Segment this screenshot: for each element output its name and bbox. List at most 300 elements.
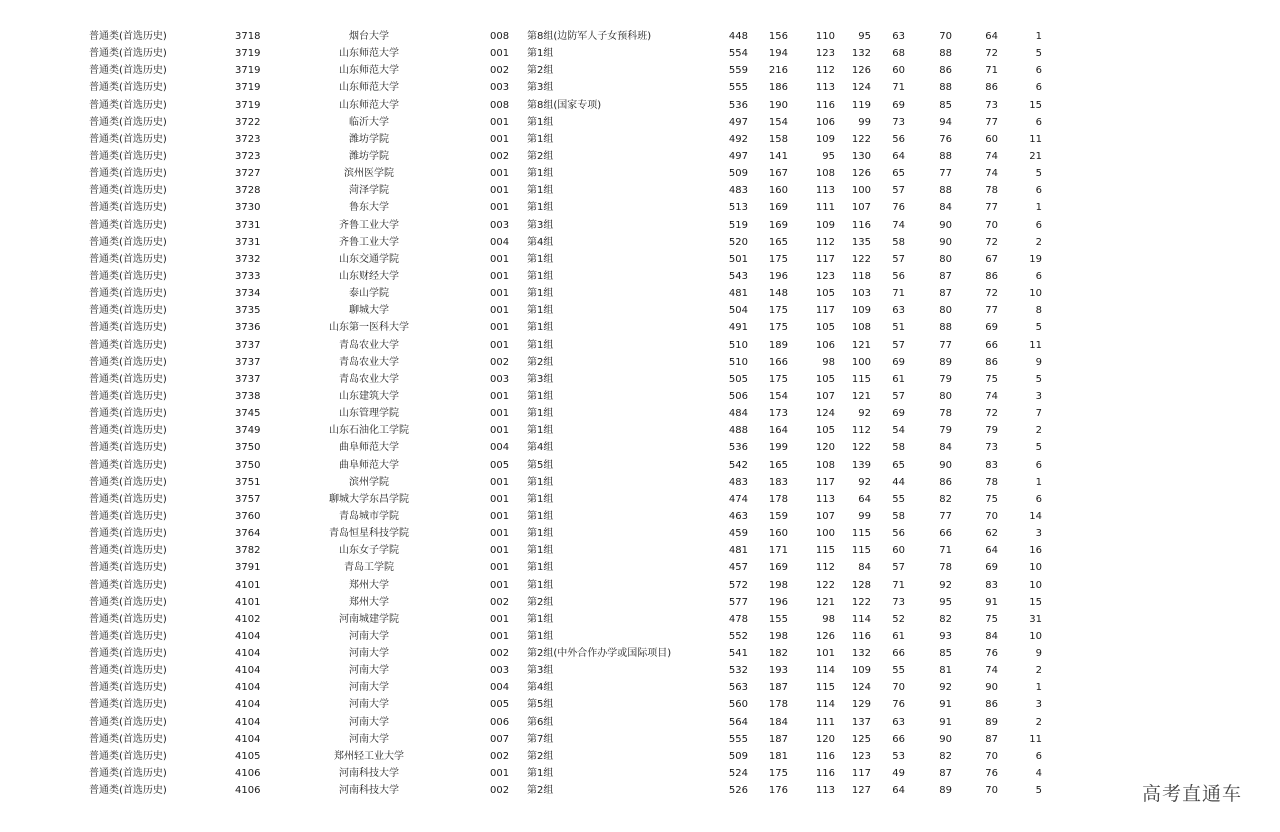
- table-row: [0, 491, 1280, 508]
- group-code-cell: 002: [490, 65, 510, 77]
- score-col-2-cell: 216: [768, 65, 788, 77]
- score-col-5-cell: 64: [892, 150, 905, 162]
- school-code-cell: 4104: [235, 699, 261, 711]
- school-code-cell: 3731: [235, 236, 261, 248]
- score-col-3-cell: 126: [815, 630, 835, 642]
- group-code-cell: 001: [490, 562, 510, 574]
- score-col-3-cell: 108: [815, 459, 835, 471]
- table-row: [0, 542, 1280, 559]
- total-score-cell: 504: [728, 305, 748, 317]
- score-col-7-cell: 60: [985, 133, 998, 145]
- score-col-3-cell: 117: [815, 253, 835, 265]
- total-score-cell: 483: [728, 185, 748, 197]
- total-score-cell: 510: [728, 356, 748, 368]
- school-code-cell: 3751: [235, 476, 261, 488]
- table-row: [0, 199, 1280, 216]
- score-col-6-cell: 82: [939, 493, 952, 505]
- score-col-5-cell: 56: [892, 133, 905, 145]
- score-col-2-cell: 189: [768, 339, 788, 351]
- score-col-4-cell: 130: [851, 150, 871, 162]
- group-code-cell: 005: [490, 459, 510, 471]
- total-score-cell: 501: [728, 253, 748, 265]
- table-row: [0, 457, 1280, 474]
- table-row: [0, 45, 1280, 62]
- score-col-7-cell: 74: [985, 150, 998, 162]
- score-col-3-cell: 116: [815, 99, 835, 111]
- score-col-5-cell: 65: [892, 459, 905, 471]
- category-cell: 普通类(首选历史): [89, 31, 167, 42]
- school-name-cell: 河南大学: [349, 630, 389, 642]
- score-col-7-cell: 71: [985, 65, 998, 77]
- score-col-5-cell: 76: [892, 699, 905, 711]
- group-name-cell: 第3组: [527, 82, 554, 94]
- score-col-8-cell: 10: [1029, 562, 1042, 574]
- score-col-8-cell: 5: [1035, 168, 1042, 180]
- score-col-4-cell: 116: [851, 219, 871, 231]
- score-col-5-cell: 63: [892, 31, 905, 42]
- score-col-8-cell: 4: [1035, 768, 1042, 780]
- score-col-3-cell: 115: [815, 545, 835, 557]
- score-col-3-cell: 117: [815, 305, 835, 317]
- table-row: [0, 748, 1280, 765]
- group-code-cell: 001: [490, 768, 510, 780]
- score-col-8-cell: 2: [1035, 425, 1042, 437]
- category-cell: 普通类(首选历史): [89, 425, 167, 437]
- table-row: [0, 131, 1280, 148]
- score-col-8-cell: 5: [1035, 442, 1042, 454]
- school-code-cell: 3757: [235, 493, 261, 505]
- group-code-cell: 001: [490, 133, 510, 145]
- total-score-cell: 483: [728, 476, 748, 488]
- category-cell: 普通类(首选历史): [89, 236, 167, 248]
- group-code-cell: 001: [490, 476, 510, 488]
- group-name-cell: 第1组: [527, 630, 554, 642]
- school-name-cell: 齐鲁工业大学: [339, 219, 399, 231]
- total-score-cell: 510: [728, 339, 748, 351]
- score-col-2-cell: 199: [768, 442, 788, 454]
- score-col-8-cell: 15: [1029, 596, 1042, 608]
- total-score-cell: 488: [728, 425, 748, 437]
- score-col-4-cell: 99: [858, 510, 871, 522]
- school-name-cell: 曲阜师范大学: [339, 459, 399, 471]
- score-col-5-cell: 58: [892, 236, 905, 248]
- school-name-cell: 河南大学: [349, 648, 389, 660]
- score-col-7-cell: 69: [985, 322, 998, 334]
- table-row: [0, 525, 1280, 542]
- table-row: [0, 354, 1280, 371]
- category-cell: 普通类(首选历史): [89, 65, 167, 77]
- score-col-3-cell: 124: [815, 408, 835, 420]
- score-col-5-cell: 71: [892, 288, 905, 300]
- score-col-5-cell: 66: [892, 733, 905, 745]
- score-col-2-cell: 155: [768, 613, 788, 625]
- school-code-cell: 3737: [235, 356, 261, 368]
- group-name-cell: 第1组: [527, 528, 554, 540]
- score-col-5-cell: 49: [892, 768, 905, 780]
- school-name-cell: 山东师范大学: [339, 99, 399, 111]
- school-code-cell: 3750: [235, 442, 261, 454]
- score-col-3-cell: 111: [815, 202, 835, 214]
- score-col-4-cell: 108: [851, 322, 871, 334]
- group-name-cell: 第2组: [527, 65, 554, 77]
- school-name-cell: 河南大学: [349, 716, 389, 728]
- score-col-2-cell: 198: [768, 579, 788, 591]
- score-col-8-cell: 5: [1035, 322, 1042, 334]
- school-code-cell: 3782: [235, 545, 261, 557]
- score-col-6-cell: 71: [939, 545, 952, 557]
- group-code-cell: 001: [490, 545, 510, 557]
- group-name-cell: 第1组: [527, 425, 554, 437]
- score-col-3-cell: 107: [815, 510, 835, 522]
- group-code-cell: 001: [490, 493, 510, 505]
- score-col-3-cell: 123: [815, 270, 835, 282]
- score-col-6-cell: 80: [939, 305, 952, 317]
- score-col-5-cell: 57: [892, 253, 905, 265]
- score-col-7-cell: 77: [985, 202, 998, 214]
- score-col-3-cell: 109: [815, 219, 835, 231]
- table-row: [0, 388, 1280, 405]
- score-col-5-cell: 65: [892, 168, 905, 180]
- score-col-3-cell: 108: [815, 168, 835, 180]
- school-name-cell: 潍坊学院: [349, 150, 389, 162]
- school-name-cell: 滨州医学院: [344, 168, 394, 180]
- table-row: [0, 319, 1280, 336]
- school-name-cell: 鲁东大学: [349, 202, 389, 214]
- category-cell: 普通类(首选历史): [89, 373, 167, 385]
- score-col-7-cell: 91: [985, 596, 998, 608]
- score-col-4-cell: 132: [851, 48, 871, 60]
- score-col-7-cell: 70: [985, 785, 998, 797]
- score-col-2-cell: 171: [768, 545, 788, 557]
- score-col-6-cell: 86: [939, 65, 952, 77]
- table-row: [0, 474, 1280, 491]
- category-cell: 普通类(首选历史): [89, 613, 167, 625]
- score-col-5-cell: 44: [892, 476, 905, 488]
- total-score-cell: 524: [728, 768, 748, 780]
- score-col-2-cell: 159: [768, 510, 788, 522]
- score-col-7-cell: 74: [985, 168, 998, 180]
- table-row: [0, 405, 1280, 422]
- table-row: [0, 594, 1280, 611]
- score-col-4-cell: 122: [851, 596, 871, 608]
- group-name-cell: 第1组: [527, 476, 554, 488]
- score-col-8-cell: 6: [1035, 219, 1042, 231]
- group-name-cell: 第1组: [527, 510, 554, 522]
- score-col-7-cell: 72: [985, 236, 998, 248]
- score-col-6-cell: 85: [939, 648, 952, 660]
- score-col-4-cell: 107: [851, 202, 871, 214]
- score-col-6-cell: 77: [939, 168, 952, 180]
- score-col-5-cell: 71: [892, 579, 905, 591]
- table-row: [0, 731, 1280, 748]
- score-col-6-cell: 87: [939, 288, 952, 300]
- score-col-4-cell: 109: [851, 665, 871, 677]
- score-col-6-cell: 66: [939, 528, 952, 540]
- school-code-cell: 3723: [235, 150, 261, 162]
- score-col-2-cell: 175: [768, 373, 788, 385]
- score-col-8-cell: 15: [1029, 99, 1042, 111]
- score-col-7-cell: 72: [985, 48, 998, 60]
- total-score-cell: 532: [728, 665, 748, 677]
- score-col-4-cell: 123: [851, 750, 871, 762]
- score-col-4-cell: 115: [851, 528, 871, 540]
- score-col-7-cell: 75: [985, 493, 998, 505]
- score-col-6-cell: 88: [939, 150, 952, 162]
- score-col-5-cell: 56: [892, 270, 905, 282]
- group-code-cell: 001: [490, 116, 510, 128]
- score-col-3-cell: 120: [815, 733, 835, 745]
- school-code-cell: 3737: [235, 373, 261, 385]
- score-col-2-cell: 175: [768, 322, 788, 334]
- score-col-2-cell: 187: [768, 682, 788, 694]
- school-code-cell: 3736: [235, 322, 261, 334]
- score-col-7-cell: 70: [985, 750, 998, 762]
- table-row: [0, 714, 1280, 731]
- score-col-2-cell: 173: [768, 408, 788, 420]
- table-row: [0, 679, 1280, 696]
- score-col-2-cell: 175: [768, 305, 788, 317]
- group-name-cell: 第1组: [527, 48, 554, 60]
- score-col-3-cell: 117: [815, 476, 835, 488]
- school-code-cell: 3723: [235, 133, 261, 145]
- score-col-6-cell: 70: [939, 31, 952, 42]
- score-col-4-cell: 126: [851, 168, 871, 180]
- score-col-4-cell: 127: [851, 785, 871, 797]
- score-col-8-cell: 6: [1035, 750, 1042, 762]
- score-col-6-cell: 90: [939, 236, 952, 248]
- score-col-8-cell: 14: [1029, 510, 1042, 522]
- score-col-5-cell: 64: [892, 785, 905, 797]
- table-row: [0, 28, 1280, 45]
- score-col-2-cell: 194: [768, 48, 788, 60]
- score-col-6-cell: 81: [939, 665, 952, 677]
- school-code-cell: 3731: [235, 219, 261, 231]
- group-name-cell: 第1组: [527, 613, 554, 625]
- table-row: [0, 285, 1280, 302]
- group-code-cell: 002: [490, 750, 510, 762]
- total-score-cell: 543: [728, 270, 748, 282]
- score-col-3-cell: 116: [815, 750, 835, 762]
- school-code-cell: 3735: [235, 305, 261, 317]
- table-row: [0, 148, 1280, 165]
- school-name-cell: 河南城建学院: [339, 613, 399, 625]
- score-col-8-cell: 1: [1035, 202, 1042, 214]
- school-name-cell: 青岛城市学院: [339, 510, 399, 522]
- table-row: [0, 251, 1280, 268]
- category-cell: 普通类(首选历史): [89, 202, 167, 214]
- score-col-3-cell: 123: [815, 48, 835, 60]
- score-col-7-cell: 70: [985, 219, 998, 231]
- score-col-4-cell: 95: [858, 31, 871, 42]
- score-col-8-cell: 2: [1035, 665, 1042, 677]
- category-cell: 普通类(首选历史): [89, 48, 167, 60]
- total-score-cell: 505: [728, 373, 748, 385]
- score-col-7-cell: 77: [985, 116, 998, 128]
- category-cell: 普通类(首选历史): [89, 270, 167, 282]
- score-col-2-cell: 169: [768, 562, 788, 574]
- score-col-6-cell: 92: [939, 682, 952, 694]
- group-name-cell: 第1组: [527, 390, 554, 402]
- score-col-2-cell: 175: [768, 768, 788, 780]
- score-col-8-cell: 6: [1035, 270, 1042, 282]
- score-col-5-cell: 57: [892, 339, 905, 351]
- category-cell: 普通类(首选历史): [89, 150, 167, 162]
- table-row: [0, 696, 1280, 713]
- school-name-cell: 山东师范大学: [339, 82, 399, 94]
- score-col-4-cell: 114: [851, 613, 871, 625]
- score-col-3-cell: 112: [815, 236, 835, 248]
- total-score-cell: 577: [728, 596, 748, 608]
- score-col-8-cell: 1: [1035, 682, 1042, 694]
- score-col-4-cell: 100: [851, 185, 871, 197]
- score-col-5-cell: 55: [892, 665, 905, 677]
- group-name-cell: 第4组: [527, 236, 554, 248]
- category-cell: 普通类(首选历史): [89, 219, 167, 231]
- category-cell: 普通类(首选历史): [89, 493, 167, 505]
- score-col-3-cell: 115: [815, 682, 835, 694]
- score-col-8-cell: 19: [1029, 253, 1042, 265]
- table-row: [0, 439, 1280, 456]
- score-col-7-cell: 86: [985, 356, 998, 368]
- score-col-4-cell: 122: [851, 442, 871, 454]
- table-row: [0, 782, 1280, 799]
- score-col-2-cell: 187: [768, 733, 788, 745]
- group-code-cell: 001: [490, 168, 510, 180]
- table-row: [0, 165, 1280, 182]
- score-col-3-cell: 121: [815, 596, 835, 608]
- total-score-cell: 448: [728, 31, 748, 42]
- total-score-cell: 564: [728, 716, 748, 728]
- school-name-cell: 郑州轻工业大学: [334, 750, 404, 762]
- score-col-2-cell: 190: [768, 99, 788, 111]
- score-col-4-cell: 135: [851, 236, 871, 248]
- group-code-cell: 001: [490, 579, 510, 591]
- group-code-cell: 003: [490, 373, 510, 385]
- group-name-cell: 第1组: [527, 253, 554, 265]
- score-col-2-cell: 165: [768, 236, 788, 248]
- group-code-cell: 004: [490, 236, 510, 248]
- total-score-cell: 481: [728, 288, 748, 300]
- score-col-3-cell: 105: [815, 425, 835, 437]
- school-code-cell: 4105: [235, 750, 261, 762]
- score-col-4-cell: 122: [851, 253, 871, 265]
- category-cell: 普通类(首选历史): [89, 442, 167, 454]
- total-score-cell: 526: [728, 785, 748, 797]
- score-col-7-cell: 83: [985, 459, 998, 471]
- group-code-cell: 002: [490, 596, 510, 608]
- score-col-6-cell: 79: [939, 425, 952, 437]
- score-col-7-cell: 64: [985, 31, 998, 42]
- category-cell: 普通类(首选历史): [89, 528, 167, 540]
- score-col-3-cell: 101: [815, 648, 835, 660]
- score-col-4-cell: 100: [851, 356, 871, 368]
- group-name-cell: 第7组: [527, 733, 554, 745]
- score-col-6-cell: 84: [939, 202, 952, 214]
- group-code-cell: 001: [490, 408, 510, 420]
- score-col-3-cell: 114: [815, 665, 835, 677]
- score-col-7-cell: 69: [985, 562, 998, 574]
- score-col-6-cell: 84: [939, 442, 952, 454]
- score-col-3-cell: 113: [815, 785, 835, 797]
- score-col-8-cell: 5: [1035, 785, 1042, 797]
- group-name-cell: 第3组: [527, 665, 554, 677]
- score-col-2-cell: 186: [768, 82, 788, 94]
- total-score-cell: 506: [728, 390, 748, 402]
- school-name-cell: 河南科技大学: [339, 768, 399, 780]
- group-code-cell: 001: [490, 528, 510, 540]
- school-name-cell: 青岛农业大学: [339, 356, 399, 368]
- category-cell: 普通类(首选历史): [89, 339, 167, 351]
- school-code-cell: 3733: [235, 270, 261, 282]
- group-name-cell: 第1组: [527, 270, 554, 282]
- school-code-cell: 3728: [235, 185, 261, 197]
- school-name-cell: 山东石油化工学院: [329, 425, 409, 437]
- total-score-cell: 491: [728, 322, 748, 334]
- score-col-8-cell: 11: [1029, 733, 1042, 745]
- group-name-cell: 第8组(边防军人子女预科班): [527, 31, 652, 42]
- score-col-5-cell: 58: [892, 510, 905, 522]
- score-col-4-cell: 116: [851, 630, 871, 642]
- score-col-7-cell: 86: [985, 270, 998, 282]
- school-name-cell: 青岛恒星科技学院: [329, 528, 409, 540]
- score-col-4-cell: 139: [851, 459, 871, 471]
- group-name-cell: 第3组: [527, 373, 554, 385]
- score-col-7-cell: 72: [985, 408, 998, 420]
- score-col-4-cell: 99: [858, 116, 871, 128]
- table-row: [0, 79, 1280, 96]
- score-col-6-cell: 80: [939, 390, 952, 402]
- group-code-cell: 001: [490, 253, 510, 265]
- table-row: [0, 422, 1280, 439]
- score-col-4-cell: 92: [858, 408, 871, 420]
- category-cell: 普通类(首选历史): [89, 82, 167, 94]
- score-col-8-cell: 16: [1029, 545, 1042, 557]
- total-score-cell: 572: [728, 579, 748, 591]
- score-col-2-cell: 178: [768, 493, 788, 505]
- score-col-6-cell: 87: [939, 270, 952, 282]
- score-col-4-cell: 132: [851, 648, 871, 660]
- score-col-7-cell: 67: [985, 253, 998, 265]
- group-code-cell: 002: [490, 648, 510, 660]
- score-col-5-cell: 61: [892, 373, 905, 385]
- total-score-cell: 541: [728, 648, 748, 660]
- school-code-cell: 4101: [235, 596, 261, 608]
- score-col-8-cell: 3: [1035, 699, 1042, 711]
- score-col-3-cell: 105: [815, 288, 835, 300]
- score-col-8-cell: 10: [1029, 630, 1042, 642]
- school-code-cell: 3719: [235, 82, 261, 94]
- school-name-cell: 河南大学: [349, 665, 389, 677]
- score-col-6-cell: 88: [939, 322, 952, 334]
- category-cell: 普通类(首选历史): [89, 648, 167, 660]
- score-col-7-cell: 84: [985, 630, 998, 642]
- score-col-7-cell: 87: [985, 733, 998, 745]
- group-name-cell: 第1组: [527, 545, 554, 557]
- table-row: [0, 371, 1280, 388]
- score-col-7-cell: 77: [985, 305, 998, 317]
- score-col-4-cell: 118: [851, 270, 871, 282]
- school-name-cell: 山东建筑大学: [339, 390, 399, 402]
- score-col-8-cell: 6: [1035, 82, 1042, 94]
- school-code-cell: 3719: [235, 99, 261, 111]
- score-col-4-cell: 103: [851, 288, 871, 300]
- score-col-2-cell: 160: [768, 185, 788, 197]
- score-col-4-cell: 64: [858, 493, 871, 505]
- score-col-2-cell: 154: [768, 390, 788, 402]
- score-col-7-cell: 89: [985, 716, 998, 728]
- group-name-cell: 第1组: [527, 288, 554, 300]
- category-cell: 普通类(首选历史): [89, 133, 167, 145]
